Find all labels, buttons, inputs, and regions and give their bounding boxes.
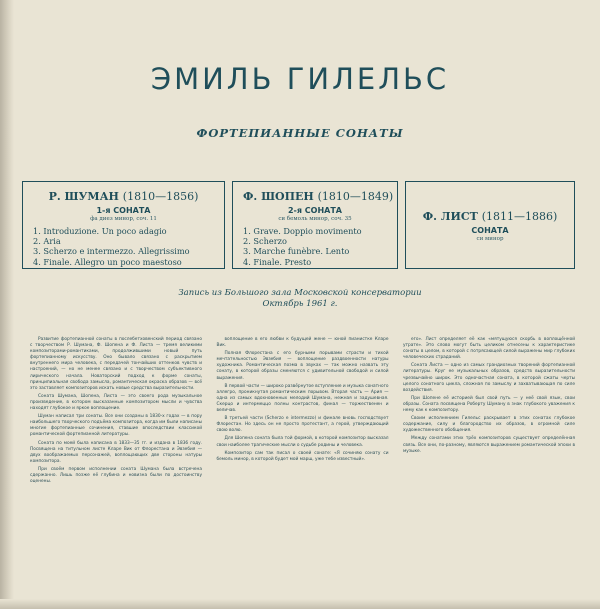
movement-item: 3. Marche funèbre. Lento [243,246,350,257]
sonata-key: фа диез минор, соч. 11 [90,216,157,222]
page-bottom-edge-shadow [0,599,600,609]
liner-notes-column-2 [217,337,389,599]
liner-notes [30,337,575,599]
liner-notes-column-1 [30,337,202,599]
liner-paragraph: Соната Шумана, Шопена, Листа — это своего рода музыкальное произведение, в котором высказанные композитором мысли и чувства находят глубокое и яркое воплощение. [30,393,202,412]
movement-list [33,226,214,267]
liner-paragraph: Соната Листа — одно из самых грандиозных творений фортепианной литературы. Круг ее музыкальных образов, средств выразительности чрезвычайно широк. Это одночастная соната, в которой сжаты черты целого сонатного цикла, сложная по замыслу и захватывающая по силе воздействия. [403,363,575,393]
recording-venue: Запись из Большого зала Московской консерватории [178,288,422,298]
movement-item: 1. Grave. Doppio movimento [243,226,362,236]
liner-paragraph: Соната по моей была написана в 1833—35 гг. и издана в 1836 году. Посвящена на титульном листе Кларе Вик от Флорестана и Эвзебия — двух воображаемых персонажей, воплощающих две стороны натуры композитора. [30,440,202,464]
movement-item: 4. Finale. Allegro un poco maestoso [33,256,182,267]
liner-paragraph: Для Шопена соната была той формой, в которой композитор высказал свои наиболее трагические мысли о судьбе родины и человека. [216,436,389,448]
composer-name: Ф. ШОПЕН (1810—1849) [243,190,394,203]
liner-paragraph: Полная Флорестана с его бурными порывами страсти и тихой мечтательностью Эвзебия — воплощение раздвоенности натуры художника. Романтическая поэма в звуках — так можно назвать эту сонату, в которой образы сменяются с удивительной свободой и силой выражения. [216,351,389,381]
liner-paragraph: При своём первом исполнении соната Шумана была встречена сдержанно. Лишь позже её глубина и новизна были по достоинству оценены. [30,466,202,485]
liner-paragraph: В третьей части (Scherzo e intermezzo) и финале вновь господствует Флорестан. Но здесь он не просто протестант, а герой, утверждающий свою волю. [216,416,389,434]
composer-name: Р. ШУМАН (1810—1856) [48,190,199,203]
liner-paragraph: Шуман написал три сонаты. Все они созданы в 1830-х годах — в пору наибольшего творческого подъёма композитора, когда им были написаны многие фортепианные сочинения, ставшие впоследствии классикой романтической фортепианной литературы. [30,414,202,438]
liner-paragraph: его». Лист определяет её как «мятущуюся скорбь в воплощённой утрате». Это слово могут быть целиком отнесены к характеристике сонаты в целом, в которой с потрясающей силой выражены мир глубоких человеческих страданий. [403,337,575,361]
liner-paragraph: воплощение в его любви к будущей жене — юной пианистке Кларе Вик. [216,337,389,349]
liner-paragraph: Композитор сам так писал о своей сонате: «Я сочиняю сонату си бемоль минор, в которой будет мой марш, уже тебе известный». [216,450,389,462]
album-title: ЭМИЛЬ ГИЛЕЛЬС [150,62,450,96]
movement-list [243,226,387,267]
sonata-key: си минор [476,236,504,242]
movement-item: 4. Finale. Presto [243,256,312,267]
composer-name: Ф. ЛИСТ (1811—1886) [422,210,558,223]
movement-item: 2. Scherzo [243,236,287,247]
liner-paragraph: Между сонатами этих трёх композиторов существует определённая связь. Все они, по-разному, являются выражением романтической эпохи в музыке. [403,436,575,454]
recording-info [0,288,600,310]
sonata-box-liszt [405,181,575,269]
liner-paragraph: В первой части — широко развёрнутое вступление и музыка сонатного аллегро, проникнутая романтическим порывом. Вторая часть — Ария — одна из самых вдохновенных мелодий Шумана, нежная и задушевная. Скерцо и интермеццо полны контрастов, финал — торжественен и величав. [216,383,389,414]
album-subtitle: ФОРТЕПИАННЫЕ СОНАТЫ [196,126,404,140]
liner-notes-column-3 [403,337,575,599]
movement-item: 3. Scherzo e intermezzo. Allegrissimo [33,246,190,257]
recording-date: Октябрь 1961 г. [262,299,338,309]
sonata-title: СОНАТА [471,226,509,235]
liner-paragraph: При Шопене её историей был свой путь — у неё свой язык, свои образы. Соната посвящена Роберту Шуману в знак глубокого уважения к нему как к композитору. [403,395,575,414]
movement-item: 1. Introduzione. Un poco adagio [33,226,167,236]
sonata-box-chopin [232,181,398,269]
liner-paragraph: Своим исполнением Гилельс раскрывает в этих сонатах глубокое содержание, силу и благородство их образов, в огромной силе художественного обобщения. [403,416,575,434]
sonata-box-schumann [22,181,225,269]
liner-paragraph: Развитие фортепианной сонаты в послебетховенский период связано с творчеством Р. Шумана, Ф. Шопена и Ф. Листа — тремя великими композиторами-романтиками, продолжившими новый путь фортепианному искусству. Оно бывало связано с раскрытием внутреннего мира человека, с передачей тончайших оттенков чувств и настроений, — но не менее связано и с творчеством субъективного лирического начала. Новаторский подход к форме сонаты, принципиальная свобода замысла, романтическая окраска образов — всё это заставляет композиторов искать новые средства выразительности. [30,337,202,391]
sonata-title: 2-я СОНАТА [287,206,342,215]
movement-item: 2. Aria [33,236,61,247]
sonata-title: 1-я СОНАТА [96,206,151,215]
sonata-key: си бемоль минор, соч. 35 [278,216,352,222]
